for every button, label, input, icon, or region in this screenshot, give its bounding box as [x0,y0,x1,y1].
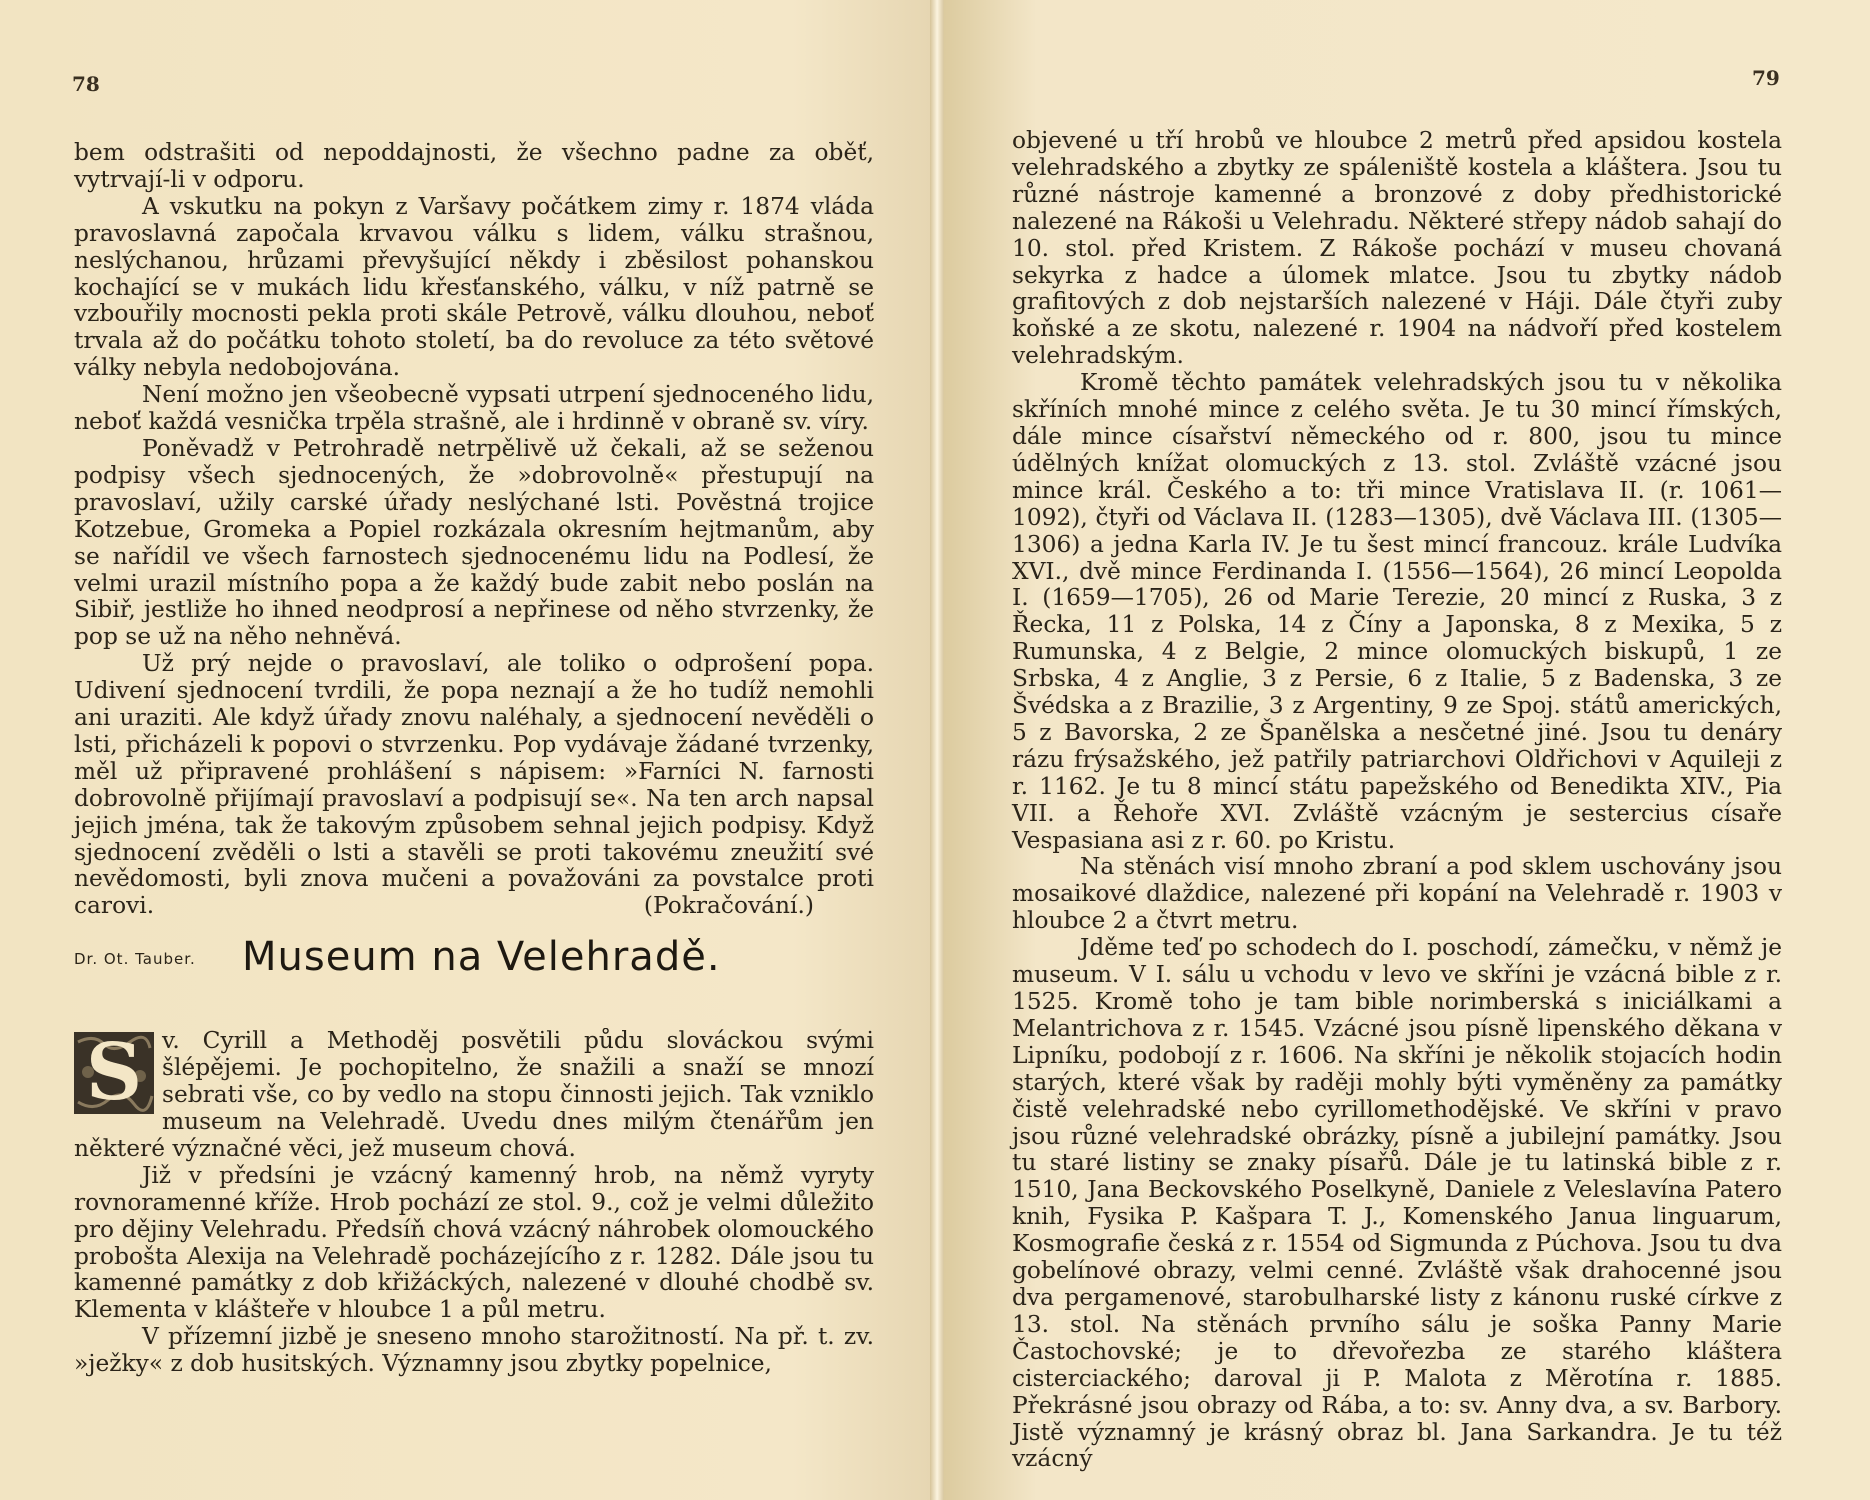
paragraph-last [74,651,874,920]
page-number: 79 [1752,66,1780,90]
paragraph: Kromě těchto památek velehradských jsou tu v několika skříních mnohé mince z celého světa. Je tu 30 mincí římských, dále mince císařství německého od r. 800, jsou tu mince údělných knížat olomuckých z 13. stol. Zvláště vzácné jsou mince král. Českého a to: tři mince Vratislava II. (r. 1061—1092), čtyři od Václava II. (1283—1305), dvě Václava III. (1305—1306) a jedna Karla IV. Je tu šest mincí francouz. krále Ludvíka XVI., dvě mince Ferdinanda I. (1556—1564), 26 mincí Leopolda I. (1659—1705), 26 od Marie Terezie, 20 mincí z Ruska, 3 z Řecka, 11 z Polska, 14 z Číny a Japonska, 8 z Mexika, 5 z Rumunska, 4 z Belgie, 2 mince olomuckých biskupů, 1 ze Srbska, 4 z Anglie, 3 z Persie, 6 z Italie, 5 z Badenska, 3 ze Švédska a z Brazilie, 3 z Argentiny, 9 ze Spoj. států amerických, 5 z Bavorska, 2 ze Španělska a nesčetné jiné. Jsou tu denáry rázu frýsažského, jež patřily patriarchovi Oldřichovi v Aquileji z r. 1162. Je tu 8 mincí státu papežského od Benedikta XIV., Pia VII. a Řehoře XVI. Zvláště vzácným je sestercius císaře Vespasiana asi z r. 60. po Kristu. [1012,369,1782,854]
section-opening [74,1028,874,1163]
paragraph: Na stěnách visí mnoho zbraní a pod sklem uschovány jsou mosaikové dlaždice, nalezené při kopání na Velehradě r. 1903 v hloubce 2 a čtvrt metru. [1012,853,1782,935]
page-number: 78 [72,72,100,96]
paragraph: V přízemní jizbě je sneseno mnoho starožitností. Na př. t. zv. »ježky« z dob husitských. Významny jsou zbytky popelnice, [74,1323,874,1378]
left-text-column [74,140,874,1378]
continuation-note: (Pokračování.) [643,892,814,920]
paragraph: Poněvadž v Petrohradě netrpělivě už čekali, až se seženou podpisy všech sjednocených, že »dobrovolně« přestupují na pravoslaví, užily carské úřady neslýchané lsti. Pověstná trojice Kotzebue, Gromeka a Popiel rozkázala okresním hejtmanům, aby se nařídil ve všech farnostech sjednocenému lidu na Podlesí, že velmi urazil místního popa a že každý bude zabit nebo poslán na Sibiř, jestliže ho ihned neodprosí a nepřinese od něho stvrzenky, že pop se už na něho nehněvá. [74,434,874,651]
paragraph: Již v předsíni je vzácný kamenný hrob, na němž vyryty rovnoramenné kříže. Hrob pochází ze stol. 9., což je velmi důležito pro dějiny Velehradu. Předsíň chová vzácný náhrobek olomouckého probošta Alexija na Velehradě pocházejícího z r. 1282. Dále jsou tu kamenné památky z dob křižáckých, nalezené v dlouhé chodbě sv. Klementa v klášteře v hloubce 1 a půl metru. [74,1161,874,1324]
decorative-initial [74,1032,154,1114]
paragraph: Jděme teď po schodech do I. poschodí, zámečku, v němž je museum. V I. sálu u vchodu v levo ve skříni je vzácná bible z r. 1525. Kromě toho je tam bible norimberská s iniciálkami a Melantrichova z r. 1545. Vzácné jsou písně lipenského děkana v Lipníku, podobojí z r. 1606. Na skříni je několik stojacích hodin starých, které však by raději mohly býti vyměněny za památky čistě velehradské nebo cyrillomethodějské. Ve skříni v pravo jsou různé velehradské obrázky, písně a jubilejní památky. Jsou tu staré listiny se znaky písařů. Dále je tu latinská bible z r. 1510, Jana Beckovského Poselkyně, Daniele z Veleslavína Patero knih, Fysika P. Kašpara T. J., Komenského Janua linguarum, Kosmografie česká z r. 1554 od Sigmunda z Púchova. Jsou tu dva gobelínové obrazy, velmi cenné. Zvláště však drahocenné jsou dva pergamenové, starobulharské listy z kánonu ruské církve z 13. stol. Na stěnách prvního sálu je soška Panny Marie Častochovské; je to dřevořezba ze starého kláštera cisterciackého; daroval ji P. Malota z Měrotína r. 1885. Překrásné jsou obrazy od Rába, a to: sv. Anny dva, a sv. Barbory. Jistě významný je krásný obraz bl. Jana Sarkandra. Je tu též vzácný [1012,934,1782,1473]
section-header [74,934,874,1028]
paragraph: objevené u tří hrobů ve hloubce 2 metrů před apsidou kostela velehradského a zbytky ze spáleniště kostela a kláštera. Jsou tu různé nástroje kamenné a bronzové z doby předhistorické nalezené na Rákoši u Velehradu. Některé střepy nádob sahají do 10. stol. před Kristem. Z Rákoše pochází v museu chovaná sekyrka z hadce a úlomek mlatce. Jsou tu zbytky nádob grafitových z dob nejstarších nalezené v Háji. Dále čtyři zuby koňské a ze skotu, nalezené r. 1904 na nádvoří před kostelem velehradským. [1012,127,1782,370]
paragraph: A vskutku na pokyn z Varšavy počátkem zimy r. 1874 vláda pravoslavná započala krvavou válku s lidem, válku strašnou, neslýchanou, hrůzami převyšující někdy i zběsilost pohanskou kochající se v mukách lidu křesťanského, válku, v níž patrně se vzbouřily mocnosti pekla proti skále Petrově, válku dlouhou, neboť trvala až do počátku tohoto století, ba do revoluce za této světové války nebyla nedobojována. [74,192,874,382]
section-title: Museum na Velehradě. [242,934,721,981]
section-author: Dr. Ot. Tauber. [74,950,196,969]
paragraph: bem odstrašiti od nepoddajnosti, že všechno padne za oběť, vytrvají-li v odporu. [74,139,874,193]
right-text-column [1012,128,1782,1473]
paragraph-text: Už prý nejde o pravoslaví, ale toliko o odprošení popa. Udivení sjednocení tvrdili, že popa neznají a že ho tudíž nemohli ani uraziti. Ale když úřady znovu naléhaly, a sjednocení nevěděli o lsti, přicházeli k popovi o stvrzenku. Pop vydávaje žádané tvrzenky, měl už připravené prohlášení s nápisem: »Farníci N. farnosti dobrovolně přijímají pravoslaví a podpisují se«. Na ten arch napsal jejich jména, tak že takovým způsobem sehnal jejich podpisy. Když sjednocení zvěděli o lsti a stavěli se proti takovému zneužití své nevědomosti, byli znova mučeni a považováni za povstalce proti carovi. [74,650,874,920]
drop-cap-letter: S [85,1032,143,1115]
section-first-paragraph: v. Cyrill a Methoděj posvětili půdu slováckou svými šlépějemi. Je pochopitelno, že snažili a snaží se mnozí sebrati vše, co by vedlo na stopu činnosti jejich. Tak vzniklo museum na Velehradě. Uvedu dnes milým čtenářům jen některé význačné věci, jež museum chová. [74,1028,874,1162]
left-page [0,0,932,1500]
paragraph: Není možno jen všeobecně vypsati utrpení sjednoceného lidu, neboť každá vesnička trpěla strašně, ale i hrdinně v obraně sv. víry. [74,381,874,436]
